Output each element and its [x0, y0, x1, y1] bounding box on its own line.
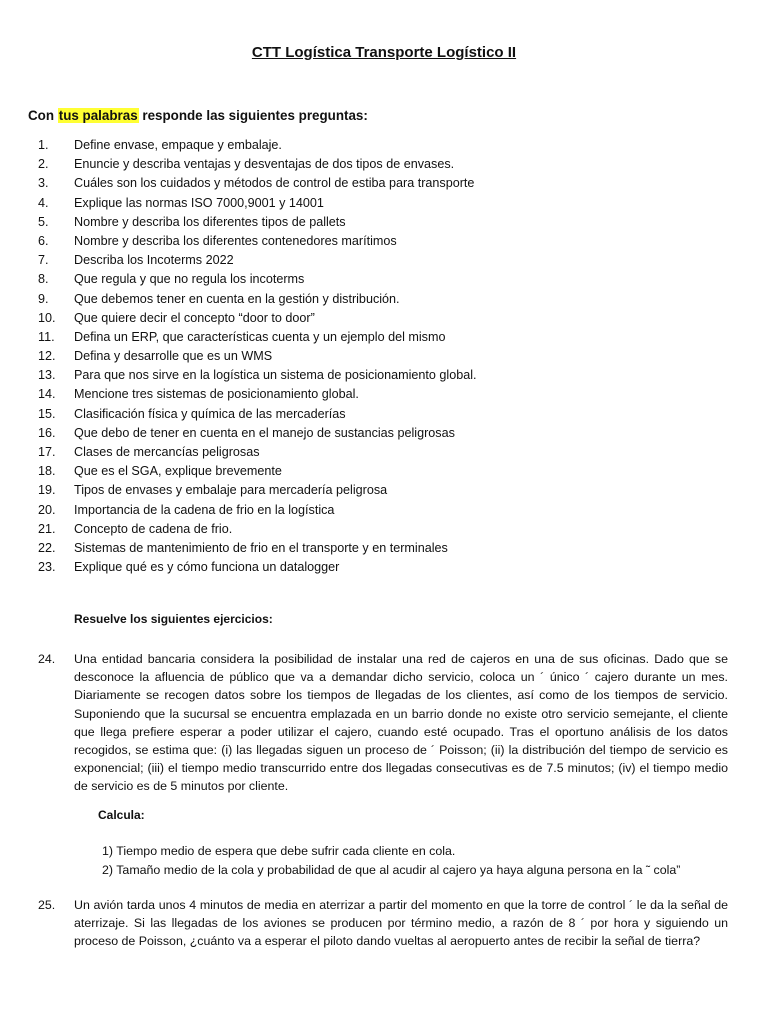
question-text: Nombre y describa los diferentes contenedores marítimos	[74, 233, 397, 248]
exercise-24-number: 24.	[38, 652, 56, 666]
question-number: 23.	[38, 560, 56, 575]
question-text: Enuncie y describa ventajas y desventajas de dos tipos de envases.	[74, 157, 455, 172]
exercise-24-subquestion-1: 1) Tiempo medio de espera que debe sufrir cada cliente en cola.	[102, 844, 456, 858]
question-text: Explique qué es y cómo funciona un datalogger	[74, 560, 340, 575]
questions-intro	[28, 108, 368, 123]
question-item	[38, 251, 738, 270]
question-number: 17.	[38, 445, 56, 459]
question-number: 5.	[38, 214, 49, 229]
question-item	[38, 347, 738, 366]
exercises-heading: Resuelve los siguientes ejercicios:	[74, 612, 273, 626]
question-item	[38, 385, 738, 404]
question-number: 9.	[38, 291, 49, 306]
question-item	[38, 213, 738, 232]
question-item	[38, 520, 738, 539]
question-text: Que debo de tener en cuenta en el manejo de sustancias peligrosas	[74, 425, 455, 440]
question-number: 16.	[38, 425, 56, 440]
question-number: 6.	[38, 233, 49, 248]
question-item	[38, 424, 738, 443]
question-item	[38, 328, 738, 347]
question-item	[38, 443, 738, 462]
question-item	[38, 270, 738, 289]
exercise-25-text: Un avión tarda unos 4 minutos de media en aterrizar a partir del momento en que la torre de control ´ le da la señal de aterrizaje. Si las llegadas de los aviones se producen por término medio, a razón de 8 ´ por hora y siguiendo un proceso de Poisson, ¿cuánto va a esperar el piloto dando vueltas al aeropuerto antes de recibir la señal de tierra?	[74, 898, 728, 949]
question-text: Explique las normas ISO 7000,9001 y 14001	[74, 195, 324, 210]
question-item	[38, 309, 738, 328]
question-number: 14.	[38, 387, 56, 402]
question-number: 19.	[38, 483, 56, 498]
questions-list	[38, 136, 738, 577]
question-number: 12.	[38, 349, 56, 364]
question-text: Que regula y que no regula los incoterms	[74, 272, 305, 287]
question-text: Defina y desarrolle que es un WMS	[74, 349, 273, 364]
question-number: 21.	[38, 521, 56, 536]
question-number: 10.	[38, 310, 56, 325]
question-number: 22.	[38, 540, 56, 555]
question-number: 8.	[38, 272, 49, 287]
question-number: 11.	[38, 329, 55, 344]
calcula-label: Calcula:	[98, 808, 145, 822]
intro-after: responde las siguientes preguntas:	[138, 108, 368, 123]
question-number: 13.	[38, 368, 56, 383]
intro-before: Con	[28, 108, 58, 123]
question-item	[38, 194, 738, 213]
question-text: Nombre y describa los diferentes tipos de pallets	[74, 214, 346, 229]
question-text: Sistemas de mantenimiento de frio en el transporte y en terminales	[74, 540, 448, 555]
question-text: Para que nos sirve en la logística un sistema de posicionamiento global.	[74, 368, 477, 383]
question-text: Cuáles son los cuidados y métodos de control de estiba para transporte	[74, 176, 475, 191]
question-number: 7.	[38, 253, 49, 268]
question-item	[38, 481, 738, 500]
question-text: Describa los Incoterms 2022	[74, 253, 234, 268]
question-text: Concepto de cadena de frio.	[74, 521, 233, 536]
question-item	[38, 366, 738, 385]
intro-highlight: tus palabras	[58, 108, 138, 123]
question-item	[38, 232, 738, 251]
exercise-24	[38, 650, 728, 796]
question-number: 2.	[38, 157, 49, 172]
question-item	[38, 462, 738, 481]
exercise-24-text: Una entidad bancaria considera la posibilidad de instalar una red de cajeros en una de sus oficinas. Dado que se desconoce la afluencia de público que va a demandar dicho servicio, coloca un ´ único ´ cajero durante un mes. Diariamente se recogen datos sobre los tiempos de llegadas de los clientes, así como de los tiempos de servicio. Suponiendo que la sucursal se encuentra emplazada en un barrio donde no existe otro servicio semejante, el cliente que llega prefiere esperar a poder utilizar el cajero, cuando esté ocupado. Tras el oportuno análisis de los datos recogidos, se estima que: (i) las llegadas siguen un proceso de ´ Poisson; (ii) la distribución del tiempo de servicio es exponencial; (iii) el tiempo medio transcurrido entre dos llegadas consecutivas es de 7.5 minutos; (iv) el tiempo medio de servicio es de 5 minutos por cliente.	[74, 652, 728, 794]
question-item	[38, 155, 738, 174]
exercise-25	[38, 896, 728, 951]
question-item	[38, 539, 738, 558]
question-text: Que es el SGA, explique brevemente	[74, 464, 282, 479]
exercise-24-subquestion-2: 2) Tamaño medio de la cola y probabilidad de que al acudir al cajero ya haya alguna persona en la ˜ cola”	[102, 863, 681, 877]
document-title: CTT Logística Transporte Logístico II	[251, 44, 517, 61]
question-item	[38, 136, 738, 155]
exercise-25-number: 25.	[38, 898, 56, 912]
question-text: Que debemos tener en cuenta en la gestión y distribución.	[74, 291, 400, 306]
question-text: Clases de mercancías peligrosas	[74, 445, 260, 459]
question-item	[38, 290, 738, 309]
question-item	[38, 405, 738, 424]
question-number: 4.	[38, 195, 49, 210]
question-number: 3.	[38, 176, 49, 191]
question-item	[38, 501, 738, 520]
question-number: 15.	[38, 406, 56, 421]
question-text: Que quiere decir el concepto “door to door”	[74, 310, 315, 325]
question-text: Mencione tres sistemas de posicionamiento global.	[74, 387, 359, 402]
question-number: 18.	[38, 464, 56, 479]
question-item	[38, 174, 738, 193]
question-text: Tipos de envases y embalaje para mercadería peligrosa	[74, 483, 388, 498]
question-number: 1.	[38, 138, 49, 152]
question-text: Define envase, empaque y embalaje.	[74, 138, 282, 152]
question-text: Clasificación física y química de las mercaderías	[74, 406, 346, 421]
question-text: Importancia de la cadena de frio en la logística	[74, 502, 335, 517]
question-number: 20.	[38, 502, 56, 517]
question-item	[38, 558, 738, 577]
question-text: Defina un ERP, que características cuenta y un ejemplo del mismo	[74, 329, 446, 344]
